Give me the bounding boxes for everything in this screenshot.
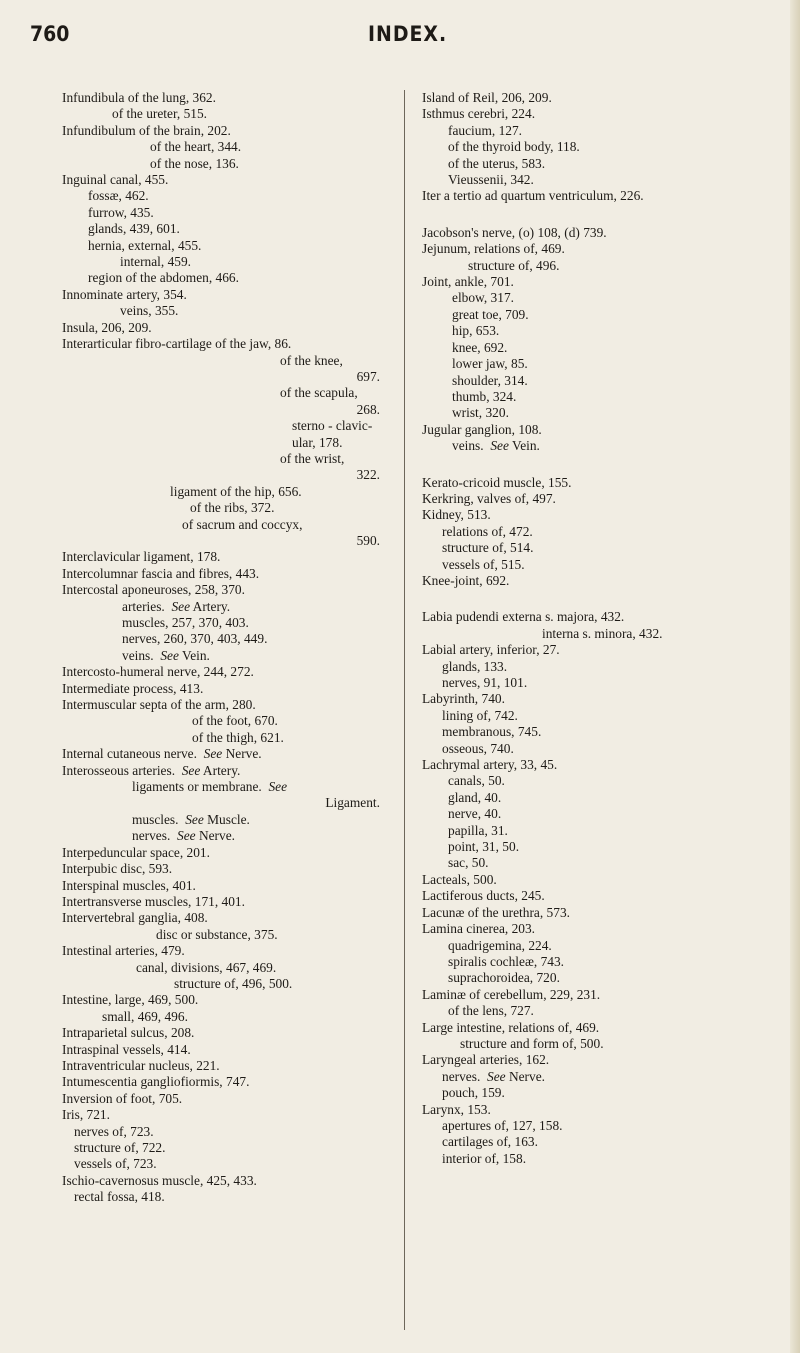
section-gap — [422, 205, 782, 225]
index-entry: Intercostal aponeuroses, 258, 370. — [62, 582, 245, 598]
index-entry: of the ureter, 515. — [112, 106, 208, 122]
index-entry: Innominate artery, 354. — [62, 286, 187, 302]
index-entry: structure and form of, 500. — [460, 1035, 604, 1051]
index-entry: small, 469, 496. — [102, 1008, 188, 1024]
section-gap — [422, 455, 782, 475]
index-entry: Internal cutaneous nerve. See Nerve. — [62, 746, 262, 762]
index-entry: glands, 439, 601. — [88, 221, 180, 237]
index-entry: nerves of, 723. — [74, 1123, 154, 1139]
index-entry: furrow, 435. — [88, 204, 154, 220]
index-entry: quadrigemina, 224. — [448, 937, 552, 953]
index-entry: Intestine, large, 469, 500. — [62, 992, 199, 1008]
index-entry: of the scapula, — [280, 385, 358, 401]
index-entry: elbow, 317. — [452, 290, 514, 306]
index-entry: glands, 133. — [442, 658, 508, 674]
index-entry: faucium, 127. — [448, 122, 523, 138]
index-entry: Intervertebral ganglia, 408. — [62, 910, 208, 926]
index-entry: veins. See Vein. — [452, 438, 540, 454]
index-entry: Jugular ganglion, 108. — [422, 421, 542, 437]
index-entry: structure of, 496. — [468, 257, 560, 273]
index-entry: sterno - clavic- — [292, 418, 373, 434]
index-entry: Larynx, 153. — [422, 1101, 491, 1117]
page-edge — [790, 0, 800, 1353]
index-entry: interna s. minora, 432. — [542, 625, 663, 641]
index-entry: of the lens, 727. — [448, 1003, 534, 1019]
index-entry: Interarticular fibro-cartilage of the jaw, 86. — [62, 336, 292, 352]
index-entry: Intermediate process, 413. — [62, 680, 204, 696]
index-entry: Lachrymal artery, 33, 45. — [422, 757, 558, 773]
index-entry: nerves, 91, 101. — [442, 675, 528, 690]
index-entry: veins, 355. — [120, 303, 179, 319]
index-entry: of the nose, 136. — [150, 155, 239, 171]
index-entry: Intercolumnar fascia and fibres, 443. — [62, 565, 260, 581]
index-entry: wrist, 320. — [452, 405, 509, 421]
index-entry: of the thyroid body, 118. — [448, 139, 580, 155]
index-entry: 268. — [356, 401, 380, 417]
index-entry: disc or substance, 375. — [156, 926, 278, 942]
index-entry: gland, 40. — [448, 789, 502, 805]
index-entry: Kerkring, valves of, 497. — [422, 490, 556, 506]
index-entry: 697. — [356, 368, 380, 384]
index-entry: Iter a tertio ad quartum ventriculum, 226. — [422, 188, 644, 204]
index-entry: hernia, external, 455. — [88, 237, 202, 253]
index-entry: rectal fossa, 418. — [74, 1189, 165, 1205]
index-entry: Interspinal muscles, 401. — [62, 877, 196, 893]
index-entry: 322. — [356, 467, 380, 483]
index-entry: nerves. See Nerve. — [442, 1068, 546, 1084]
running-head: INDEX. — [368, 22, 448, 46]
index-entry: Island of Reil, 206, 209. — [422, 90, 552, 105]
index-entry: ligament of the hip, 656. — [170, 483, 302, 499]
index-entry: vessels of, 515. — [442, 556, 525, 572]
index-entry: Knee-joint, 692. — [422, 572, 510, 588]
index-entry: structure of, 496, 500. — [174, 975, 293, 991]
page-header — [0, 18, 800, 54]
index-entry: Inguinal canal, 455. — [62, 172, 169, 188]
index-entry: Ischio-cavernosus muscle, 425, 433. — [62, 1172, 257, 1188]
index-entry: lower jaw, 85. — [452, 356, 528, 372]
index-entry: Kidney, 513. — [422, 507, 491, 523]
index-entry: ular, 178. — [292, 434, 343, 450]
section-gap — [422, 589, 782, 609]
index-entry: Labial artery, inferior, 27. — [422, 642, 560, 658]
index-entry: knee, 692. — [452, 339, 508, 355]
index-entry: region of the abdomen, 466. — [88, 270, 239, 286]
index-entry: Intertransverse muscles, 171, 401. — [62, 893, 245, 909]
index-entry: canal, divisions, 467, 469. — [136, 959, 277, 975]
index-entry: nerves. See Nerve. — [132, 828, 236, 844]
index-entry: arteries. See Artery. — [122, 598, 231, 614]
index-entry: Interpubic disc, 593. — [62, 861, 173, 877]
index-entry: Interclavicular ligament, 178. — [62, 549, 221, 565]
index-entry: Lacteals, 500. — [422, 871, 497, 887]
index-entry: Jejunum, relations of, 469. — [422, 241, 565, 257]
index-entry: veins. See Vein. — [122, 647, 210, 663]
index-entry: ligaments or membrane. See — [132, 779, 288, 795]
index-column-left — [62, 90, 380, 1206]
index-entry: sac, 50. — [448, 855, 489, 871]
index-entry: Isthmus cerebri, 224. — [422, 106, 536, 122]
index-entry: fossæ, 462. — [88, 188, 149, 204]
index-entry: Joint, ankle, 701. — [422, 274, 514, 290]
column-divider — [404, 90, 405, 1330]
index-entry: Lacunæ of the urethra, 573. — [422, 904, 570, 920]
index-entry: Interpeduncular space, 201. — [62, 844, 210, 860]
index-entry: of the uterus, 583. — [448, 155, 546, 171]
index-entry: structure of, 514. — [442, 540, 534, 556]
index-entry: Intercosto-humeral nerve, 244, 272. — [62, 664, 254, 680]
index-entry: Kerato-cricoid muscle, 155. — [422, 474, 572, 490]
index-entry: Insula, 206, 209. — [62, 319, 152, 335]
index-entry: Interosseous arteries. See Artery. — [62, 762, 241, 778]
index-entry: Intestinal arteries, 479. — [62, 943, 185, 959]
index-entry: Intumescentia gangliofiormis, 747. — [62, 1074, 250, 1090]
index-entry: cartilages of, 163. — [442, 1134, 538, 1150]
index-entry: shoulder, 314. — [452, 372, 528, 388]
index-entry: membranous, 745. — [442, 724, 542, 740]
index-entry: interior of, 158. — [442, 1150, 527, 1166]
index-entry: Intraventricular nucleus, 221. — [62, 1057, 220, 1073]
index-entry: Intraspinal vessels, 414. — [62, 1041, 191, 1057]
index-entry: Lamina cinerea, 203. — [422, 921, 536, 937]
index-column-right — [422, 90, 782, 1167]
index-entry: of the wrist, — [280, 450, 345, 466]
index-entry: Iris, 721. — [62, 1107, 110, 1123]
index-entry: papilla, 31. — [448, 822, 508, 838]
index-entry: lining of, 742. — [442, 707, 518, 723]
index-entry: Ligament. — [325, 795, 380, 811]
index-entry: Laminæ of cerebellum, 229, 231. — [422, 986, 601, 1002]
index-entry: relations of, 472. — [442, 523, 533, 539]
index-entry: muscles, 257, 370, 403. — [122, 615, 249, 630]
index-entry: of the ribs, 372. — [190, 500, 275, 516]
index-entry: Vieussenii, 342. — [448, 172, 534, 188]
index-entry: great toe, 709. — [452, 306, 529, 322]
index-entry: Infundibulum of the brain, 202. — [62, 122, 231, 138]
index-entry: vessels of, 723. — [74, 1156, 157, 1172]
index-entry: of the thigh, 621. — [192, 729, 284, 745]
index-entry: suprachoroidea, 720. — [448, 970, 560, 986]
index-entry: canals, 50. — [448, 773, 505, 789]
index-entry: osseous, 740. — [442, 740, 514, 756]
index-entry: Labia pudendi externa s. majora, 432. — [422, 609, 625, 625]
index-entry: Large intestine, relations of, 469. — [422, 1019, 600, 1035]
index-entry: structure of, 722. — [74, 1140, 166, 1155]
index-entry: Infundibula of the lung, 362. — [62, 90, 216, 105]
index-entry: Intermuscular septa of the arm, 280. — [62, 697, 256, 713]
index-entry: point, 31, 50. — [448, 839, 520, 855]
index-entry: 590. — [356, 532, 380, 548]
index-entry: Labyrinth, 740. — [422, 691, 505, 707]
index-entry: Intraparietal sulcus, 208. — [62, 1025, 195, 1041]
index-entry: pouch, 159. — [442, 1085, 505, 1101]
index-entry: Lactiferous ducts, 245. — [422, 888, 545, 904]
index-entry: of sacrum and coccyx, — [182, 516, 303, 532]
index-entry: of the knee, — [280, 352, 343, 368]
index-entry: of the heart, 344. — [150, 139, 242, 155]
index-entry: Jacobson's nerve, (o) 108, (d) 739. — [422, 224, 607, 240]
index-entry: nerves, 260, 370, 403, 449. — [122, 631, 268, 647]
index-entry: spiralis cochleæ, 743. — [448, 953, 565, 969]
index-entry: nerve, 40. — [448, 806, 502, 822]
index-entry: Laryngeal arteries, 162. — [422, 1052, 550, 1068]
page-number: 760 — [30, 22, 70, 46]
index-entry: apertures of, 127, 158. — [442, 1117, 563, 1133]
index-entry: hip, 653. — [452, 323, 500, 339]
index-entry: Inversion of foot, 705. — [62, 1090, 183, 1106]
index-entry: internal, 459. — [120, 254, 192, 270]
index-entry: of the foot, 670. — [192, 713, 278, 729]
index-entry: muscles. See Muscle. — [132, 811, 250, 827]
index-entry: thumb, 324. — [452, 388, 517, 404]
